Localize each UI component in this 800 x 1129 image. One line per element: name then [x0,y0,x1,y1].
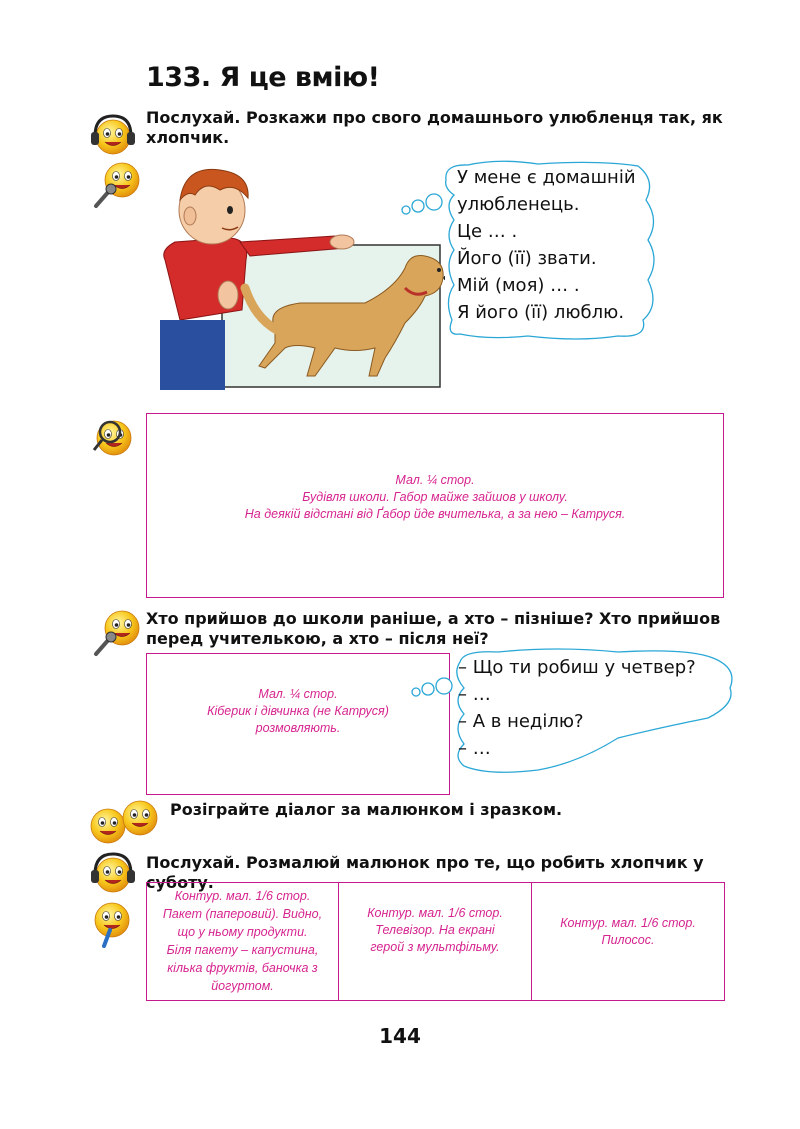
task2-question: Хто прийшов до школи раніше, а хто – пізніше? Хто прийшов перед учителькою, а хто – після неї? [146,609,721,648]
task3-instruction: Розіграйте діалог за малюнком і зразком. [170,800,563,819]
pencil-emoji-icon [90,896,130,936]
table-cell [532,883,724,1000]
dialog-line: – А в неділю? [458,711,584,732]
cell-line: Телевізор. На екрані [375,923,495,937]
table-cell [339,883,532,1000]
microphone-emoji-icon [92,608,132,648]
bubble-text-1 [457,164,667,326]
bubble-line: Я його (її) люблю. [457,302,625,323]
cell-line: Пакет (паперовий). Видно, [162,907,323,921]
dialog-line: – Що ти робиш у четвер? [458,657,696,678]
cell-line: Контур. мал. 1/6 стор. [174,889,311,903]
placeholder-line: На деякій відстані від Ґабор йде вчителька, а за нею – Катруся. [244,507,626,521]
two-faces-emoji-icon [88,796,168,848]
magnifier-emoji-icon [88,412,128,452]
task4-instruction-line2: суботу. [146,873,214,892]
table-cell [147,883,339,1000]
bubble-line: Його (її) звати. [457,248,597,269]
cell-line: Пилосос. [601,933,655,947]
dialog-line: – … [458,738,491,759]
task1-instruction: Послухай. Розкажи про свого домашнього улюбленця так, як хлопчик. [146,108,723,147]
cell-line: герой з мультфільму. [370,940,500,954]
headphones-emoji-icon [90,112,130,152]
bubble-line: Це … . [457,221,518,242]
page-title: 133. Я це вмію! [146,62,380,93]
placeholder-line: Будівля школи. Габор майже зайшов у школу. [302,490,568,504]
illustration-placeholder-school [146,413,724,598]
dialog-line: – … [458,684,491,705]
cell-line: кілька фруктів, баночка з [167,961,318,975]
cell-line: йогуртом. [211,979,274,993]
bubble-line: улюбленець. [457,194,580,215]
placeholder-line: Мал. ¼ стор. [258,687,338,701]
cell-line: що у ньому продукти. [177,925,308,939]
placeholder-line: Кіберик і дівчинка (не Катруся) [207,704,389,718]
bubble-line: Мій (моя) … . [457,275,580,296]
placeholder-line: розмовляють. [255,721,341,735]
cell-line: Біля пакету – капустина, [166,943,319,957]
coloring-placeholders-table [146,882,725,1001]
cell-line: Контур. мал. 1/6 стор. [367,906,503,920]
task4-instruction-line1: Послухай. Розмалюй малюнок про те, що робить хлопчик у [146,853,704,872]
cell-line: Контур. мал. 1/6 стор. [560,916,696,930]
page-number: 144 [379,1024,421,1048]
bubble-line: У мене є домашній [457,167,636,188]
headphones-emoji-icon [90,850,130,890]
illustration-placeholder-dialog [146,653,450,795]
placeholder-line: Мал. ¼ стор. [395,473,475,487]
microphone-emoji-icon [92,160,132,200]
dialog-text [458,654,728,762]
